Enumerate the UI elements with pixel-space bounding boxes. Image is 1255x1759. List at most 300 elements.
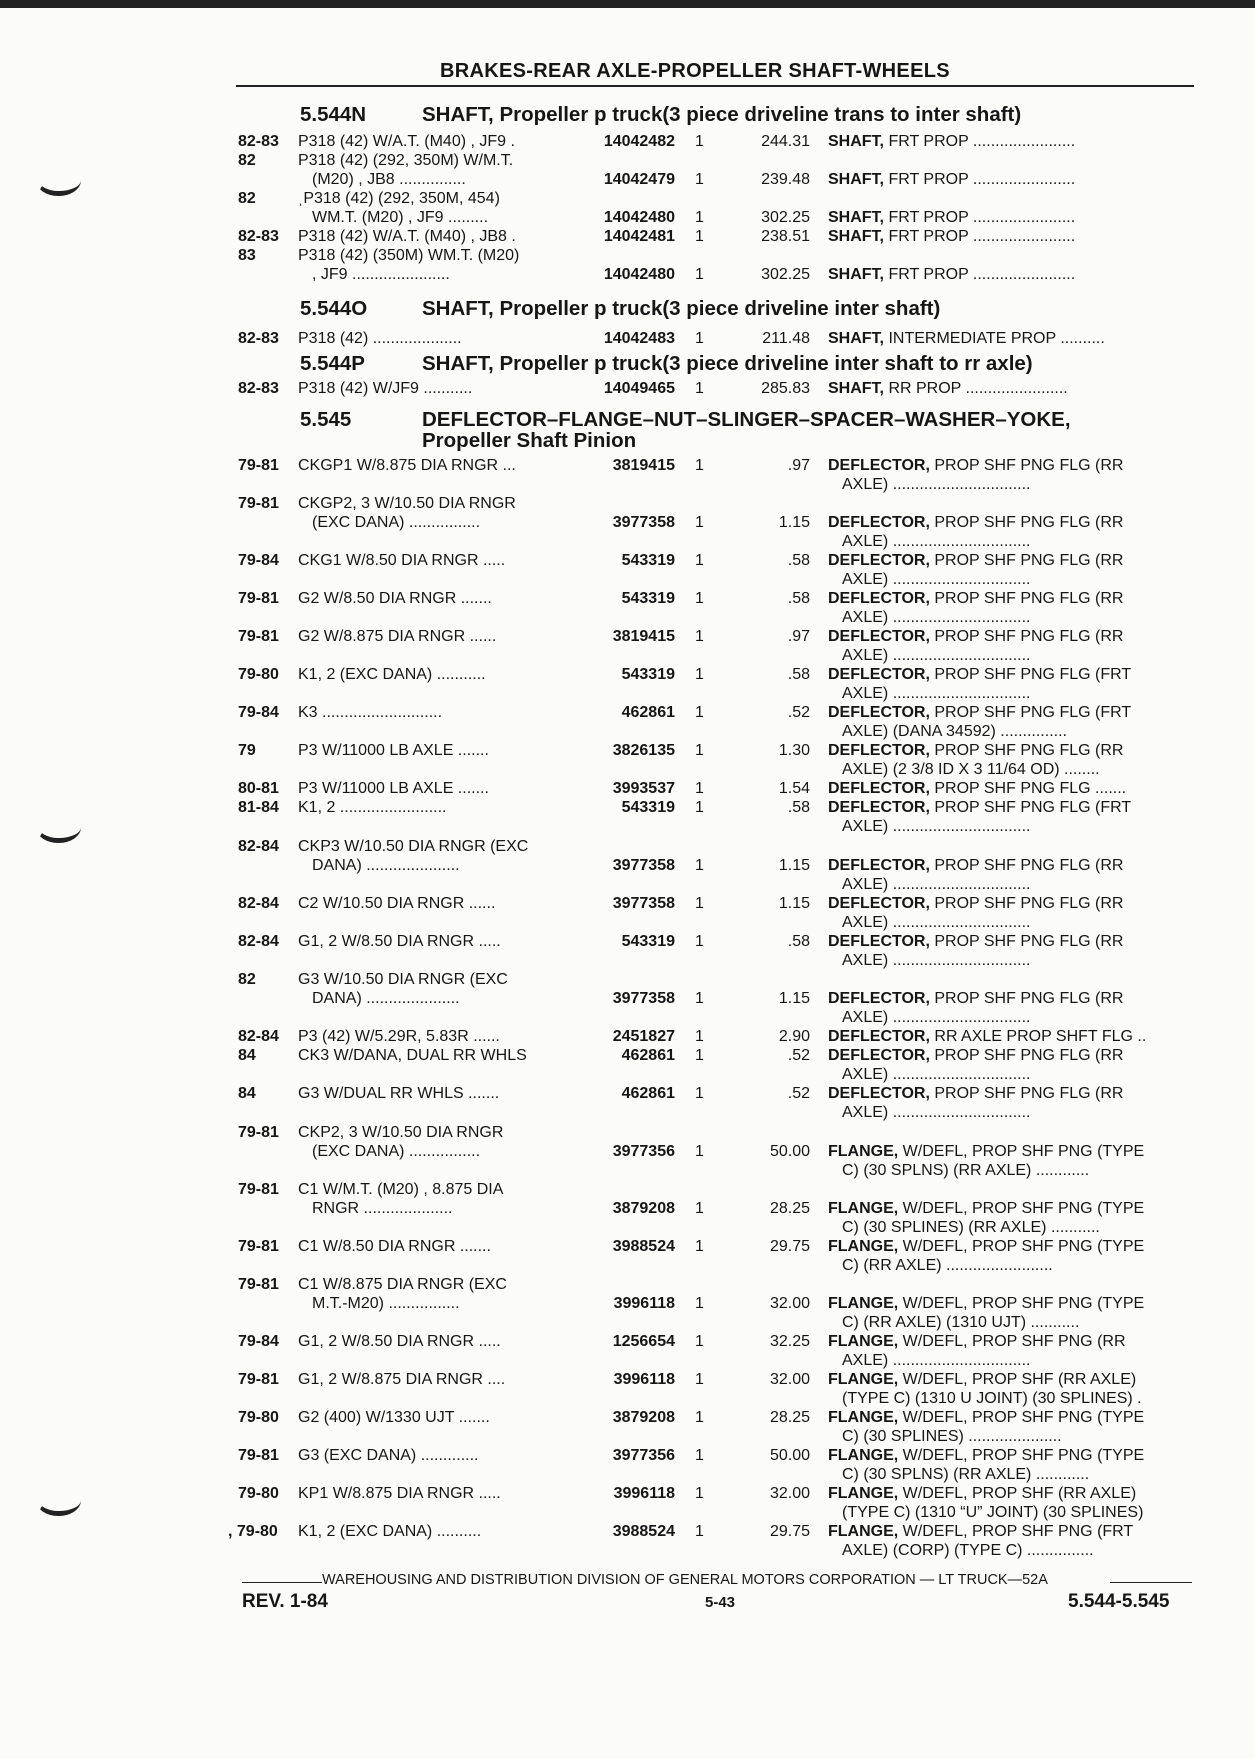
- list-price: 1.54: [778, 780, 810, 797]
- section-code: 5.544P: [300, 352, 365, 375]
- part-detail: PROP SHF PNG FLG (RR: [929, 552, 1124, 569]
- part-description-continued: AXLE) ...............................: [842, 1104, 1031, 1121]
- part-detail: INTERMEDIATE PROP ..........: [884, 330, 1105, 347]
- model-years: , 79-80: [228, 1523, 278, 1540]
- model-years: 82-84: [238, 1028, 279, 1045]
- list-price: .97: [787, 457, 810, 474]
- application: P318 (42) W/A.T. (M40) , JF9 .: [298, 133, 515, 150]
- part-description: [828, 780, 1126, 798]
- application: G1, 2 W/8.875 DIA RNGR ....: [298, 1371, 506, 1388]
- model-years: 82-83: [238, 380, 279, 397]
- quantity: 1: [695, 1409, 704, 1426]
- list-price: 32.00: [769, 1485, 810, 1502]
- part-detail: PROP SHF PNG FLG (RR: [929, 857, 1124, 874]
- application: G2 W/8.50 DIA RNGR .......: [298, 590, 492, 607]
- part-description: [828, 1200, 1144, 1218]
- part-description: [828, 628, 1123, 646]
- application: C1 W/8.50 DIA RNGR .......: [298, 1238, 491, 1255]
- part-description-continued: AXLE) ...............................: [842, 476, 1031, 493]
- quantity: 1: [695, 1485, 704, 1502]
- part-description: [828, 1523, 1133, 1541]
- list-price: 1.15: [778, 857, 810, 874]
- part-description-continued: AXLE) ...............................: [842, 818, 1031, 835]
- model-years: 79-80: [238, 1485, 279, 1502]
- application: P3 (42) W/5.29R, 5.83R ......: [298, 1028, 500, 1045]
- part-number: 3996118: [613, 1371, 675, 1388]
- part-detail: W/DEFL, PROP SHF (RR AXLE): [898, 1371, 1137, 1388]
- part-detail: PROP SHF PNG FLG (RR: [929, 895, 1124, 912]
- part-description: [828, 590, 1123, 608]
- part-description: [828, 990, 1123, 1008]
- application: G2 W/8.875 DIA RNGR ......: [298, 628, 497, 645]
- quantity: 1: [695, 1333, 704, 1350]
- section-code: 5.544N: [300, 103, 367, 126]
- part-name: FLANGE,: [828, 1295, 899, 1312]
- part-number: 3977356: [612, 1143, 675, 1160]
- part-number: 14042480: [603, 266, 675, 283]
- application: CKGP1 W/8.875 DIA RNGR ...: [298, 457, 516, 474]
- model-years: 79-80: [238, 666, 279, 683]
- part-detail: W/DEFL, PROP SHF PNG (TYPE: [898, 1295, 1145, 1312]
- part-detail: PROP SHF PNG FLG (RR: [929, 628, 1124, 645]
- model-years: 79-81: [238, 1238, 279, 1255]
- application: K3 ...........................: [298, 704, 443, 721]
- part-description-continued: C) (RR AXLE) (1310 UJT) ...........: [842, 1314, 1080, 1331]
- part-name: DEFLECTOR,: [828, 1085, 930, 1102]
- part-number: 3993537: [612, 780, 675, 797]
- section-range: 5.544-5.545: [1068, 1591, 1170, 1612]
- part-name: FLANGE,: [828, 1523, 899, 1540]
- model-years: 79-84: [238, 552, 279, 569]
- application: G3 (EXC DANA) .............: [298, 1447, 479, 1464]
- part-description-continued: AXLE) ...............................: [842, 914, 1031, 931]
- list-price: .58: [787, 552, 810, 569]
- list-price: 32.25: [769, 1333, 810, 1350]
- model-years: 82-83: [238, 228, 279, 245]
- model-years: 81-84: [238, 799, 279, 816]
- part-description: [828, 1047, 1123, 1065]
- quantity: 1: [695, 933, 704, 950]
- part-description-continued: AXLE) ...............................: [842, 571, 1031, 588]
- part-name: FLANGE,: [828, 1485, 899, 1502]
- part-description: [828, 1238, 1144, 1256]
- application: G3 W/DUAL RR WHLS .......: [298, 1085, 500, 1102]
- part-name: SHAFT,: [828, 228, 884, 245]
- part-detail: PROP SHF PNG FLG (RR: [929, 514, 1124, 531]
- application: P3 W/11000 LB AXLE .......: [298, 780, 489, 797]
- list-price: 285.83: [761, 380, 810, 397]
- application: ˌP318 (42) (292, 350M, 454): [298, 190, 500, 207]
- model-years: 82-84: [238, 895, 279, 912]
- binder-hole-mark: [36, 1485, 81, 1516]
- part-name: DEFLECTOR,: [828, 666, 930, 683]
- part-number: 3879208: [612, 1409, 675, 1426]
- part-detail: FRT PROP .......................: [884, 171, 1076, 188]
- part-detail: FRT PROP .......................: [884, 266, 1076, 283]
- list-price: .97: [787, 628, 810, 645]
- part-name: SHAFT,: [828, 380, 884, 397]
- part-number: 3977358: [612, 514, 675, 531]
- part-number: 3977356: [612, 1447, 675, 1464]
- part-detail: PROP SHF PNG FLG (RR: [929, 990, 1124, 1007]
- application: CK3 W/DANA, DUAL RR WHLS: [298, 1047, 527, 1064]
- part-description: [828, 1371, 1136, 1389]
- part-detail: PROP SHF PNG FLG (RR: [929, 1047, 1124, 1064]
- binder-hole-mark: [36, 165, 81, 196]
- quantity: 1: [695, 590, 704, 607]
- application: CKG1 W/8.50 DIA RNGR .....: [298, 552, 506, 569]
- list-price: 29.75: [769, 1238, 810, 1255]
- part-name: DEFLECTOR,: [828, 457, 930, 474]
- quantity: 1: [695, 514, 704, 531]
- list-price: 302.25: [761, 209, 810, 226]
- part-description: [828, 799, 1131, 817]
- part-description: [828, 552, 1123, 570]
- part-description: [828, 1028, 1146, 1046]
- part-description-continued: C) (30 SPLNS) (RR AXLE) ............: [842, 1162, 1090, 1179]
- model-years: 79-81: [238, 1371, 279, 1388]
- footer-rule: [242, 1582, 322, 1583]
- part-description-continued: AXLE) ...............................: [842, 533, 1031, 550]
- model-years: 79-84: [238, 1333, 279, 1350]
- part-description-continued: AXLE) (CORP) (TYPE C) ...............: [842, 1542, 1094, 1559]
- model-years: 79-81: [238, 590, 279, 607]
- part-number: 14049465: [603, 380, 675, 397]
- list-price: 28.25: [769, 1200, 810, 1217]
- application: P318 (42) ....................: [298, 330, 462, 347]
- part-detail: PROP SHF PNG FLG (RR: [929, 590, 1124, 607]
- part-number: 1256654: [612, 1333, 675, 1350]
- part-name: DEFLECTOR,: [828, 990, 930, 1007]
- quantity: 1: [695, 799, 704, 816]
- part-description: [828, 1409, 1144, 1427]
- application-continued: (EXC DANA) ................: [312, 514, 481, 531]
- part-description-continued: C) (30 SPLNS) (RR AXLE) ............: [842, 1466, 1090, 1483]
- part-description-continued: AXLE) ...............................: [842, 1009, 1031, 1026]
- application-continued: M.T.-M20) ................: [312, 1295, 460, 1312]
- application: CKP3 W/10.50 DIA RNGR (EXC: [298, 838, 529, 855]
- part-number: 14042481: [603, 228, 675, 245]
- part-number: 543319: [621, 590, 675, 607]
- quantity: 1: [695, 1085, 704, 1102]
- part-name: FLANGE,: [828, 1409, 899, 1426]
- section-title: SHAFT, Propeller p truck(3 piece driveline trans to inter shaft): [422, 103, 1022, 126]
- quantity: 1: [695, 1143, 704, 1160]
- part-number: 543319: [621, 666, 675, 683]
- part-name: DEFLECTOR,: [828, 799, 930, 816]
- model-years: 79-81: [238, 1276, 279, 1293]
- part-description: [828, 1085, 1123, 1103]
- model-years: 82: [238, 152, 256, 169]
- part-number: 543319: [621, 552, 675, 569]
- application: P3 W/11000 LB AXLE .......: [298, 742, 489, 759]
- application: CKGP2, 3 W/10.50 DIA RNGR: [298, 495, 516, 512]
- application-continued: (M20) , JB8 ...............: [312, 171, 466, 188]
- part-description-continued: AXLE) ...............................: [842, 647, 1031, 664]
- part-name: FLANGE,: [828, 1238, 899, 1255]
- part-number: 3996118: [613, 1295, 675, 1312]
- quantity: 1: [695, 209, 704, 226]
- model-years: 82-84: [238, 933, 279, 950]
- part-name: SHAFT,: [828, 330, 884, 347]
- part-description: [828, 228, 1075, 246]
- application-continued: DANA) .....................: [312, 857, 460, 874]
- application: G3 W/10.50 DIA RNGR (EXC: [298, 971, 508, 988]
- section-code: 5.544O: [300, 297, 368, 320]
- part-detail: RR AXLE PROP SHFT FLG ..: [929, 1028, 1147, 1045]
- part-detail: PROP SHF PNG FLG (RR: [929, 457, 1124, 474]
- model-years: 84: [238, 1047, 256, 1064]
- list-price: 244.31: [761, 133, 810, 150]
- part-description: [828, 1333, 1126, 1351]
- part-detail: PROP SHF PNG FLG .......: [929, 780, 1127, 797]
- section-heading: [300, 408, 1071, 453]
- footer-rule: [1110, 1582, 1192, 1583]
- application: K1, 2 ........................: [298, 799, 447, 816]
- list-price: .52: [787, 1047, 810, 1064]
- part-detail: PROP SHF PNG FLG (FRT: [929, 799, 1132, 816]
- quantity: 1: [695, 133, 704, 150]
- part-name: FLANGE,: [828, 1200, 899, 1217]
- part-description: [828, 330, 1105, 348]
- part-name: DEFLECTOR,: [828, 1047, 930, 1064]
- part-detail: FRT PROP .......................: [884, 133, 1076, 150]
- part-number: 462861: [621, 1085, 675, 1102]
- part-description: [828, 933, 1123, 951]
- list-price: 1.15: [778, 514, 810, 531]
- page-title: BRAKES-REAR AXLE-PROPELLER SHAFT-WHEELS: [440, 60, 950, 82]
- application: K1, 2 (EXC DANA) ..........: [298, 1523, 482, 1540]
- quantity: 1: [695, 895, 704, 912]
- model-years: 79-81: [238, 1447, 279, 1464]
- part-number: 3988524: [612, 1523, 675, 1540]
- part-description: [828, 1447, 1144, 1465]
- model-years: 79-84: [238, 704, 279, 721]
- list-price: 302.25: [761, 266, 810, 283]
- part-description: [828, 857, 1123, 875]
- application: C2 W/10.50 DIA RNGR ......: [298, 895, 496, 912]
- part-description: [828, 742, 1123, 760]
- part-detail: W/DEFL, PROP SHF PNG (TYPE: [898, 1143, 1145, 1160]
- list-price: .58: [787, 666, 810, 683]
- part-detail: PROP SHF PNG FLG (FRT: [929, 704, 1132, 721]
- part-name: DEFLECTOR,: [828, 628, 930, 645]
- part-name: SHAFT,: [828, 171, 884, 188]
- part-number: 14042479: [603, 171, 675, 188]
- part-name: DEFLECTOR,: [828, 780, 930, 797]
- part-detail: PROP SHF PNG FLG (RR: [929, 742, 1124, 759]
- part-number: 3977358: [612, 857, 675, 874]
- application: P318 (42) W/A.T. (M40) , JB8 .: [298, 228, 516, 245]
- section-code: 5.545: [300, 408, 352, 431]
- part-description-continued: AXLE) ...............................: [842, 1352, 1031, 1369]
- model-years: 79-81: [238, 1124, 279, 1141]
- list-price: .58: [787, 799, 810, 816]
- model-years: 79-81: [238, 628, 279, 645]
- quantity: 1: [695, 380, 704, 397]
- part-number: 14042482: [603, 133, 675, 150]
- part-name: SHAFT,: [828, 266, 884, 283]
- application: CKP2, 3 W/10.50 DIA RNGR: [298, 1124, 504, 1141]
- part-description-continued: AXLE) ...............................: [842, 609, 1031, 626]
- part-number: 462861: [621, 1047, 675, 1064]
- section-heading: [300, 103, 1021, 127]
- part-description-continued: (TYPE C) (1310 “U” JOINT) (30 SPLINES): [842, 1504, 1144, 1521]
- part-description: [828, 1295, 1144, 1313]
- part-description: [828, 1485, 1136, 1503]
- quantity: 1: [695, 1047, 704, 1064]
- part-description-continued: C) (RR AXLE) ........................: [842, 1257, 1053, 1274]
- part-name: DEFLECTOR,: [828, 514, 930, 531]
- list-price: .52: [787, 704, 810, 721]
- footer-text: WAREHOUSING AND DISTRIBUTION DIVISION OF GENERAL MOTORS CORPORATION — LT TRUCK—52A: [322, 1572, 1048, 1588]
- part-description: [828, 1143, 1144, 1161]
- list-price: 211.48: [762, 330, 810, 347]
- part-number: 2451827: [612, 1028, 675, 1045]
- part-detail: W/DEFL, PROP SHF PNG (TYPE: [898, 1447, 1145, 1464]
- part-number: 543319: [621, 799, 675, 816]
- part-name: SHAFT,: [828, 133, 884, 150]
- part-name: DEFLECTOR,: [828, 742, 930, 759]
- page-number: 5-43: [705, 1594, 736, 1611]
- part-name: SHAFT,: [828, 209, 884, 226]
- part-name: DEFLECTOR,: [828, 857, 930, 874]
- list-price: 28.25: [769, 1409, 810, 1426]
- part-description-continued: AXLE) (DANA 34592) ...............: [842, 723, 1067, 740]
- list-price: 238.51: [761, 228, 810, 245]
- quantity: 1: [695, 1295, 704, 1312]
- part-number: 543319: [621, 933, 675, 950]
- quantity: 1: [695, 1523, 704, 1540]
- quantity: 1: [695, 171, 704, 188]
- list-price: 50.00: [769, 1143, 810, 1160]
- part-description: [828, 514, 1123, 532]
- part-name: DEFLECTOR,: [828, 704, 930, 721]
- part-number: 3988524: [612, 1238, 675, 1255]
- title-rule: [236, 85, 1194, 87]
- quantity: 1: [695, 666, 704, 683]
- quantity: 1: [695, 457, 704, 474]
- part-name: FLANGE,: [828, 1333, 899, 1350]
- part-number: 3819415: [612, 628, 675, 645]
- model-years: 82: [238, 971, 256, 988]
- part-number: 3977358: [612, 990, 675, 1007]
- part-description-continued: AXLE) (2 3/8 ID X 3 11/64 OD) ........: [842, 761, 1100, 778]
- model-years: 84: [238, 1085, 256, 1102]
- model-years: 82-83: [238, 133, 279, 150]
- quantity: 1: [695, 228, 704, 245]
- part-detail: FRT PROP .......................: [884, 209, 1076, 226]
- model-years: 83: [238, 247, 256, 264]
- model-years: 79-81: [238, 495, 279, 512]
- part-description: [828, 704, 1131, 722]
- part-name: FLANGE,: [828, 1143, 899, 1160]
- binder-hole-mark: [36, 812, 81, 843]
- part-detail: PROP SHF PNG FLG (RR: [929, 933, 1124, 950]
- part-number: 3996118: [613, 1485, 675, 1502]
- part-description-continued: AXLE) ...............................: [842, 876, 1031, 893]
- part-name: DEFLECTOR,: [828, 552, 930, 569]
- part-description: [828, 895, 1123, 913]
- application: K1, 2 (EXC DANA) ...........: [298, 666, 486, 683]
- part-description-continued: C) (30 SPLINES) (RR AXLE) ...........: [842, 1219, 1100, 1236]
- part-detail: W/DEFL, PROP SHF PNG (TYPE: [898, 1238, 1145, 1255]
- top-rule: [0, 0, 1255, 8]
- application: G2 (400) W/1330 UJT .......: [298, 1409, 490, 1426]
- list-price: 32.00: [769, 1371, 810, 1388]
- part-name: DEFLECTOR,: [828, 933, 930, 950]
- quantity: 1: [695, 1200, 704, 1217]
- section-subtitle: Propeller Shaft Pinion: [422, 429, 637, 452]
- list-price: 2.90: [778, 1028, 810, 1045]
- part-detail: PROP SHF PNG FLG (RR: [929, 1085, 1124, 1102]
- quantity: 1: [695, 742, 704, 759]
- part-description-continued: AXLE) ...............................: [842, 952, 1031, 969]
- part-detail: RR PROP .......................: [884, 380, 1068, 397]
- list-price: 1.30: [778, 742, 810, 759]
- part-description: [828, 266, 1075, 284]
- part-name: DEFLECTOR,: [828, 590, 930, 607]
- section-title: SHAFT, Propeller p truck(3 piece driveline inter shaft): [422, 297, 941, 320]
- part-description-continued: AXLE) ...............................: [842, 1066, 1031, 1083]
- list-price: .58: [787, 933, 810, 950]
- part-description-continued: C) (30 SPLINES) .....................: [842, 1428, 1062, 1445]
- list-price: 1.15: [778, 990, 810, 1007]
- part-detail: W/DEFL, PROP SHF PNG (TYPE: [898, 1200, 1145, 1217]
- part-name: FLANGE,: [828, 1447, 899, 1464]
- model-years: 82-84: [238, 838, 279, 855]
- part-description: [828, 171, 1075, 189]
- application-continued: RNGR ....................: [312, 1200, 453, 1217]
- part-detail: W/DEFL, PROP SHF PNG (FRT: [898, 1523, 1134, 1540]
- part-number: 14042483: [603, 330, 675, 347]
- part-number: 14042480: [603, 209, 675, 226]
- part-description: [828, 457, 1123, 475]
- revision-label: REV. 1-84: [242, 1591, 328, 1612]
- part-number: 3879208: [612, 1200, 675, 1217]
- part-name: FLANGE,: [828, 1371, 899, 1388]
- quantity: 1: [695, 1028, 704, 1045]
- part-description: [828, 133, 1075, 151]
- application: P318 (42) W/JF9 ...........: [298, 380, 473, 397]
- model-years: 82: [238, 190, 256, 207]
- part-description: [828, 666, 1131, 684]
- model-years: 79: [238, 742, 256, 759]
- application: KP1 W/8.875 DIA RNGR .....: [298, 1485, 501, 1502]
- part-detail: W/DEFL, PROP SHF PNG (RR: [898, 1333, 1126, 1350]
- part-description: [828, 380, 1068, 398]
- quantity: 1: [695, 704, 704, 721]
- application-continued: (EXC DANA) ................: [312, 1143, 481, 1160]
- part-detail: W/DEFL, PROP SHF (RR AXLE): [898, 1485, 1137, 1502]
- quantity: 1: [695, 552, 704, 569]
- application: G1, 2 W/8.50 DIA RNGR .....: [298, 933, 501, 950]
- list-price: .52: [787, 1085, 810, 1102]
- part-name: DEFLECTOR,: [828, 1028, 930, 1045]
- quantity: 1: [695, 1447, 704, 1464]
- model-years: 80-81: [238, 780, 279, 797]
- section-title: SHAFT, Propeller p truck(3 piece driveline inter shaft to rr axle): [422, 352, 1033, 375]
- part-description-continued: AXLE) ...............................: [842, 685, 1031, 702]
- quantity: 1: [695, 780, 704, 797]
- application: G1, 2 W/8.50 DIA RNGR .....: [298, 1333, 501, 1350]
- list-price: 239.48: [761, 171, 810, 188]
- list-price: 50.00: [769, 1447, 810, 1464]
- part-description: [828, 209, 1075, 227]
- list-price: 32.00: [769, 1295, 810, 1312]
- quantity: 1: [695, 628, 704, 645]
- part-number: 3977358: [612, 895, 675, 912]
